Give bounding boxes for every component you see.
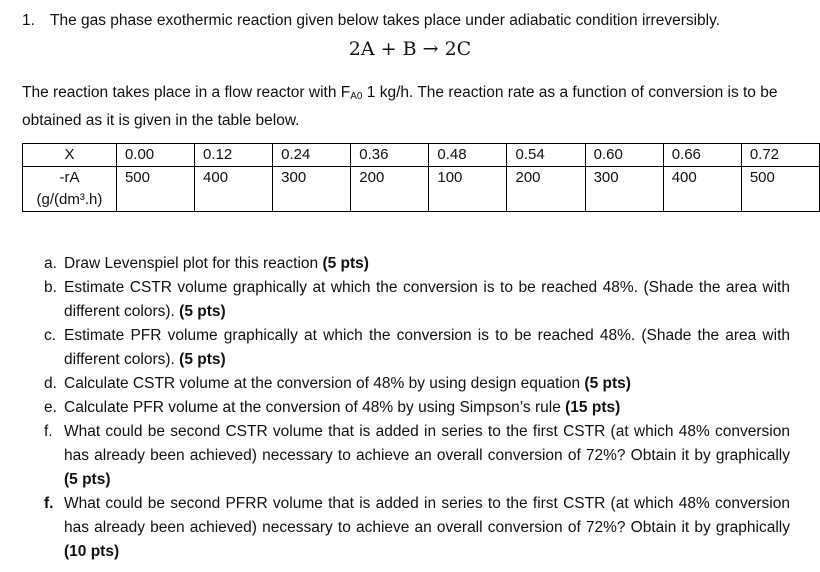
rate-cell: 400 — [195, 167, 273, 212]
part-text: Estimate PFR volume graphically at which the conversion is to be reached 48%. (Shade the area with different colors). — [64, 327, 790, 368]
part-f-cstr — [44, 420, 790, 492]
part-text: Estimate CSTR volume graphically at which the conversion is to be reached 48%. (Shade the area with different colors). — [64, 279, 790, 320]
conversion-header: X — [23, 144, 117, 167]
rate-cell: 400 — [663, 167, 741, 212]
question-statement: The gas phase exothermic reaction given below takes place under adiabatic condition irreversibly. — [50, 12, 721, 29]
reaction-equation: 2A + B → 2C — [348, 38, 472, 60]
part-b — [44, 276, 790, 324]
conversion-cell: 0.54 — [507, 144, 585, 167]
rate-cell: 500 — [116, 167, 194, 212]
question-parts-list — [44, 252, 790, 564]
conversion-cell: 0.24 — [273, 144, 351, 167]
rate-header-unit: (g/(dm³.h) — [36, 191, 103, 208]
part-points: (5 pts) — [179, 351, 226, 368]
rate-cell: 200 — [507, 167, 585, 212]
part-f-pfr — [44, 492, 790, 564]
rate-cell: 300 — [273, 167, 351, 212]
question-number: 1. — [22, 12, 35, 29]
conversion-cell: 0.72 — [741, 144, 819, 167]
part-label: f. — [44, 495, 54, 512]
conversion-cell: 0.00 — [116, 144, 194, 167]
conversion-cell: 0.36 — [351, 144, 429, 167]
part-label: e. — [44, 399, 57, 416]
flow-rate-subscript: A0 — [350, 91, 363, 102]
rate-cell: 500 — [741, 167, 819, 212]
intro-paragraph — [22, 81, 792, 133]
intro-text-end: 1 kg/h. The reaction rate as a function of conversion is to be obtained as it is given in the table below. — [22, 84, 778, 129]
part-text: Calculate PFR volume at the conversion of 48% by using Simpson’s rule — [64, 399, 566, 416]
question-heading — [22, 10, 720, 32]
rate-cell: 100 — [429, 167, 507, 212]
rate-header-symbol: -rA — [59, 169, 80, 186]
rate-cell: 300 — [585, 167, 663, 212]
part-points: (5 pts) — [322, 255, 369, 272]
part-points: (10 pts) — [64, 543, 120, 560]
part-text: Draw Levenspiel plot for this reaction — [64, 255, 323, 272]
conversion-cell: 0.12 — [195, 144, 273, 167]
part-points: (5 pts) — [64, 471, 111, 488]
part-points: (15 pts) — [565, 399, 621, 416]
rate-cell: 200 — [351, 167, 429, 212]
part-text: Calculate CSTR volume at the conversion of 48% by using design equation — [64, 375, 585, 392]
part-a — [44, 252, 790, 276]
part-c — [44, 324, 790, 372]
part-label: a. — [44, 255, 57, 272]
part-text: What could be second PFRR volume that is added in series to the first CSTR (at which 48% conversion has already been achieved) necessary to achieve an overall conversion of 72%? Obtain it by graphically — [64, 495, 790, 536]
conversion-row — [23, 144, 820, 167]
conversion-cell: 0.60 — [585, 144, 663, 167]
rate-table — [22, 143, 820, 212]
intro-text-start: The reaction takes place in a flow reactor with F — [22, 84, 351, 101]
part-label: b. — [44, 279, 57, 296]
part-label: d. — [44, 375, 57, 392]
rate-row — [23, 167, 820, 212]
conversion-cell: 0.66 — [663, 144, 741, 167]
part-text: What could be second CSTR volume that is added in series to the first CSTR (at which 48% conversion has already been achieved) necessary to achieve an overall conversion of 72%? Obtain it by graphically — [64, 423, 790, 464]
part-label: c. — [44, 327, 57, 344]
part-label: f. — [44, 423, 53, 440]
part-e — [44, 396, 790, 420]
part-d — [44, 372, 790, 396]
conversion-cell: 0.48 — [429, 144, 507, 167]
part-points: (5 pts) — [584, 375, 631, 392]
part-points: (5 pts) — [179, 303, 226, 320]
rate-header — [23, 167, 117, 212]
